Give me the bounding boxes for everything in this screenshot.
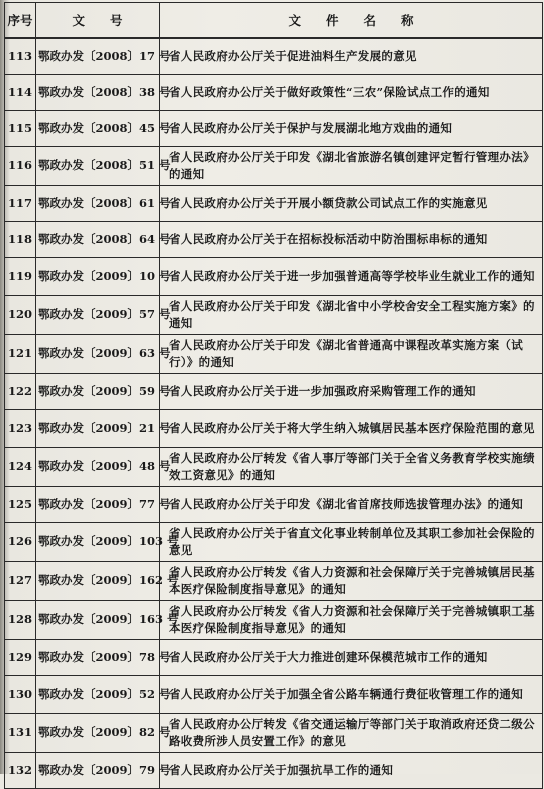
row-title: 省人民政府办公厅转发《省人力资源和社会保障厅关于完善城镇居民基本医疗保险制度指导意见》的通知 — [160, 561, 543, 600]
table-row — [5, 334, 543, 373]
row-title: 省人民政府办公厅关于开展小额贷款公司试点工作的实施意见 — [160, 185, 543, 221]
row-title: 省人民政府办公厅关于印发《湖北省旅游名镇创建评定暂行管理办法》的通知 — [160, 146, 543, 185]
row-title: 省人民政府办公厅关于进一步加强普通高等学校毕业生就业工作的通知 — [160, 257, 543, 295]
row-no: 130 — [5, 675, 36, 713]
row-no: 126 — [5, 522, 36, 561]
table-row — [5, 295, 543, 334]
row-doc: 鄂政办发〔2009〕57 号 — [36, 295, 160, 334]
row-title: 省人民政府办公厅关于省直文化事业转制单位及其职工参加社会保险的意见 — [160, 522, 543, 561]
row-no: 117 — [5, 185, 36, 221]
row-doc: 鄂政办发〔2009〕63 号 — [36, 334, 160, 373]
row-doc: 鄂政办发〔2008〕17 号 — [36, 38, 160, 74]
row-title: 省人民政府办公厅关于进一步加强政府采购管理工作的通知 — [160, 373, 543, 409]
table-row — [5, 110, 543, 146]
header-no: 序号 — [5, 3, 36, 39]
row-title: 省人民政府办公厅转发《省交通运输厅等部门关于取消政府还贷二级公路收费所涉人员安置工作》的意见 — [160, 713, 543, 752]
table-row — [5, 221, 543, 257]
row-doc: 鄂政办发〔2009〕77 号 — [36, 486, 160, 522]
table-row — [5, 74, 543, 110]
row-title: 省人民政府办公厅关于促进油料生产发展的意见 — [160, 38, 543, 74]
table-row — [5, 447, 543, 486]
row-doc: 鄂政办发〔2008〕38 号 — [36, 74, 160, 110]
table-row — [5, 639, 543, 675]
table-row — [5, 561, 543, 600]
table-row — [5, 522, 543, 561]
row-no: 129 — [5, 639, 36, 675]
table-header — [5, 3, 543, 39]
table-row — [5, 713, 543, 752]
row-doc: 鄂政办发〔2009〕103 号 — [36, 522, 160, 561]
row-no: 131 — [5, 713, 36, 752]
table-row — [5, 146, 543, 185]
row-no: 115 — [5, 110, 36, 146]
row-doc: 鄂政办发〔2008〕61 号 — [36, 185, 160, 221]
row-no: 121 — [5, 334, 36, 373]
table-row — [5, 486, 543, 522]
row-doc: 鄂政办发〔2008〕64 号 — [36, 221, 160, 257]
row-title: 省人民政府办公厅关于大力推进创建环保模范城市工作的通知 — [160, 639, 543, 675]
row-doc: 鄂政办发〔2009〕78 号 — [36, 639, 160, 675]
row-no: 128 — [5, 600, 36, 639]
row-title: 省人民政府办公厅关于将大学生纳入城镇居民基本医疗保险范围的意见 — [160, 409, 543, 447]
row-title: 省人民政府办公厅转发《省人事厅等部门关于全省义务教育学校实施绩效工资意见》的通知 — [160, 447, 543, 486]
table-body — [5, 38, 543, 788]
row-no: 124 — [5, 447, 36, 486]
row-doc: 鄂政办发〔2009〕79 号 — [36, 752, 160, 788]
row-no: 116 — [5, 146, 36, 185]
row-doc: 鄂政办发〔2009〕10 号 — [36, 257, 160, 295]
row-doc: 鄂政办发〔2009〕82 号 — [36, 713, 160, 752]
row-doc: 鄂政办发〔2009〕162 号 — [36, 561, 160, 600]
row-title: 省人民政府办公厅关于印发《湖北省首席技师选拔管理办法》的通知 — [160, 486, 543, 522]
row-title: 省人民政府办公厅关于加强抗旱工作的通知 — [160, 752, 543, 788]
row-doc: 鄂政办发〔2009〕52 号 — [36, 675, 160, 713]
row-no: 122 — [5, 373, 36, 409]
row-doc: 鄂政办发〔2009〕48 号 — [36, 447, 160, 486]
table-row — [5, 675, 543, 713]
row-title: 省人民政府办公厅关于加强全省公路车辆通行费征收管理工作的通知 — [160, 675, 543, 713]
row-title: 省人民政府办公厅关于保护与发展湖北地方戏曲的通知 — [160, 110, 543, 146]
row-title: 省人民政府办公厅关于在招标投标活动中防治围标串标的通知 — [160, 221, 543, 257]
row-no: 123 — [5, 409, 36, 447]
row-doc: 鄂政办发〔2008〕51 号 — [36, 146, 160, 185]
table-row — [5, 409, 543, 447]
row-no: 113 — [5, 38, 36, 74]
row-doc: 鄂政办发〔2009〕59 号 — [36, 373, 160, 409]
table-row — [5, 752, 543, 788]
row-no: 127 — [5, 561, 36, 600]
header-doc: 文 号 — [36, 3, 160, 39]
table-row — [5, 373, 543, 409]
table-row — [5, 257, 543, 295]
row-no: 132 — [5, 752, 36, 788]
row-no: 119 — [5, 257, 36, 295]
row-doc: 鄂政办发〔2008〕45 号 — [36, 110, 160, 146]
row-no: 125 — [5, 486, 36, 522]
document-table — [4, 2, 543, 789]
header-title: 文 件 名 称 — [160, 3, 543, 39]
table-row — [5, 38, 543, 74]
row-title: 省人民政府办公厅关于印发《湖北省中小学校舍安全工程实施方案》的通知 — [160, 295, 543, 334]
row-no: 120 — [5, 295, 36, 334]
row-doc: 鄂政办发〔2009〕163 号 — [36, 600, 160, 639]
row-title: 省人民政府办公厅转发《省人力资源和社会保障厅关于完善城镇职工基本医疗保险制度指导意见》的通知 — [160, 600, 543, 639]
row-no: 118 — [5, 221, 36, 257]
row-title: 省人民政府办公厅关于做好政策性“三农”保险试点工作的通知 — [160, 74, 543, 110]
row-no: 114 — [5, 74, 36, 110]
row-doc: 鄂政办发〔2009〕21 号 — [36, 409, 160, 447]
row-title: 省人民政府办公厅关于印发《湖北省普通高中课程改革实施方案（试行）》的通知 — [160, 334, 543, 373]
table-row — [5, 600, 543, 639]
table-row — [5, 185, 543, 221]
